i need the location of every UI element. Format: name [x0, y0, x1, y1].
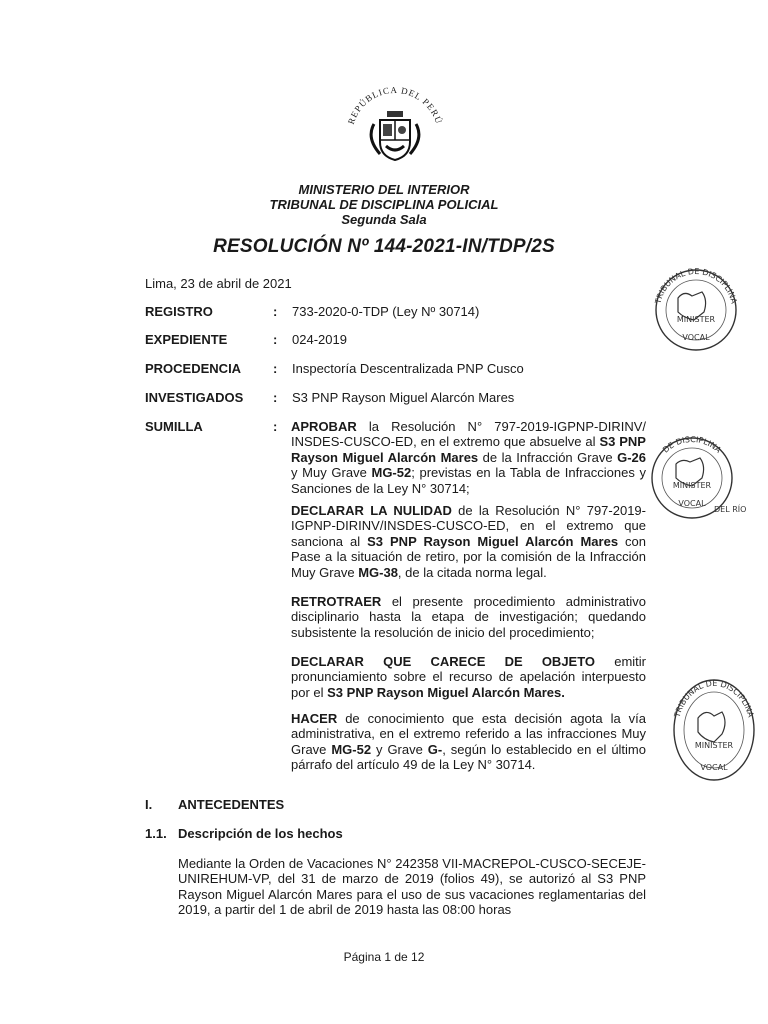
- crest-arc-text: REPÚBLICA DEL PERÚ: [345, 84, 445, 126]
- field-colon: :: [273, 332, 278, 347]
- field-colon: :: [273, 390, 278, 405]
- field-colon: :: [273, 361, 278, 376]
- svg-text:DE DISCIPLINA: DE DISCIPLINA: [661, 434, 723, 455]
- field-label-expediente: EXPEDIENTE: [145, 332, 228, 347]
- svg-text:MINISTER: MINISTER: [672, 481, 712, 490]
- svg-text:DEL RÍO: DEL RÍO: [714, 505, 747, 514]
- svg-text:VOCAL: VOCAL: [678, 499, 706, 508]
- field-colon: :: [273, 304, 278, 319]
- vocal-stamp-bottom: [664, 670, 764, 795]
- vocal-stamp-middle: [644, 430, 764, 535]
- sala-name: Segunda Sala: [341, 212, 427, 227]
- field-label-sumilla: SUMILLA: [145, 419, 203, 434]
- field-label-investigados: INVESTIGADOS: [145, 390, 244, 405]
- field-value-expediente: 024-2019: [292, 332, 347, 347]
- tribunal-name: TRIBUNAL DE DISCIPLINA POLICIAL: [269, 197, 499, 212]
- svg-text:VOCAL: VOCAL: [700, 763, 728, 772]
- svg-text:TRIBUNAL DE DISCIPLINA: TRIBUNAL DE DISCIPLINA: [653, 266, 739, 305]
- resolution-title: RESOLUCIÓN Nº 144-2021-IN/TDP/2S: [213, 236, 555, 257]
- peru-coat-of-arms: [340, 84, 450, 174]
- sumilla-paragraph-retrotraer: RETROTRAER el presente procedimiento administrativo disciplinario hasta la etapa de investigación; quedando subsistente la resolución de inicio del procedimiento;: [291, 594, 646, 640]
- svg-text:MINISTER: MINISTER: [694, 741, 734, 750]
- ministry-name: MINISTERIO DEL INTERIOR: [298, 182, 470, 197]
- resolution-date: Lima, 23 de abril de 2021: [145, 276, 292, 291]
- body-paragraph: Mediante la Orden de Vacaciones N° 242358 VII-MACREPOL-CUSCO-SECEJE-UNIREHUM-VP, del 31 de marzo de 2019 (folios 49), se autorizó al S3 PNP Rayson Miguel Alarcón Mares para el uso de sus vacaciones reglamentarias del 2019, a partir del 1 de abril de 2019 hasta las 08:00 horas: [178, 856, 646, 918]
- section-title: ANTECEDENTES: [178, 797, 285, 812]
- field-value-registro: 733-2020-0-TDP (Ley Nº 30714): [292, 304, 480, 319]
- field-value-investigados: S3 PNP Rayson Miguel Alarcón Mares: [292, 390, 515, 405]
- svg-text:TRIBUNAL DE DISCIPLINA: TRIBUNAL DE DISCIPLINA: [672, 678, 756, 719]
- sumilla-paragraph-aprobar: APROBAR la Resolución N° 797-2019-IGPNP-DIRINV/ INSDES-CUSCO-ED, en el extremo que absuelve al S3 PNP Rayson Miguel Alarcón Mares de la Infracción Grave G-26 y Muy Grave MG-52; previstas en la Tabla de Infracciones y Sanciones de la Ley N° 30714;: [291, 419, 647, 496]
- sumilla-paragraph-carece-objeto: DECLARAR QUE CARECE DE OBJETO emitir pronunciamiento sobre el recurso de apelación interpuesto por el S3 PNP Rayson Miguel Alarcón Mares.: [291, 654, 647, 700]
- subsection-number: 1.1.: [145, 826, 167, 841]
- svg-text:VOCAL: VOCAL: [682, 333, 710, 342]
- field-label-procedencia: PROCEDENCIA: [145, 361, 242, 376]
- section-number: I.: [145, 797, 153, 812]
- sumilla-paragraph-hacer: HACER de conocimiento que esta decisión agota la vía administrativa, en el extremo referido a las infracciones Muy Grave MG-52 y Grave G-, según lo establecido en el último párrafo del artículo 49 de la Ley N° 30714.: [291, 711, 646, 773]
- field-label-registro: REGISTRO: [145, 304, 213, 319]
- field-value-procedencia: Inspectoría Descentralizada PNP Cusco: [292, 361, 524, 376]
- page-footer: Página 1 de 12: [343, 950, 425, 964]
- vocal-stamp-top: [648, 262, 744, 363]
- institution-header: [0, 182, 768, 227]
- field-colon: :: [273, 419, 278, 434]
- svg-text:MINISTER: MINISTER: [676, 315, 716, 324]
- subsection-title: Descripción de los hechos: [178, 826, 343, 841]
- sumilla-paragraph-nulidad: DECLARAR LA NULIDAD de la Resolución N° 797-2019-IGPNP-DIRINV/INSDES-CUSCO-ED, en el extremo que sanciona al S3 PNP Rayson Miguel Alarcón Mares con Pase a la situación de retiro, por la comisión de la Infracción Muy Grave MG-38, de la citada norma legal.: [291, 503, 646, 580]
